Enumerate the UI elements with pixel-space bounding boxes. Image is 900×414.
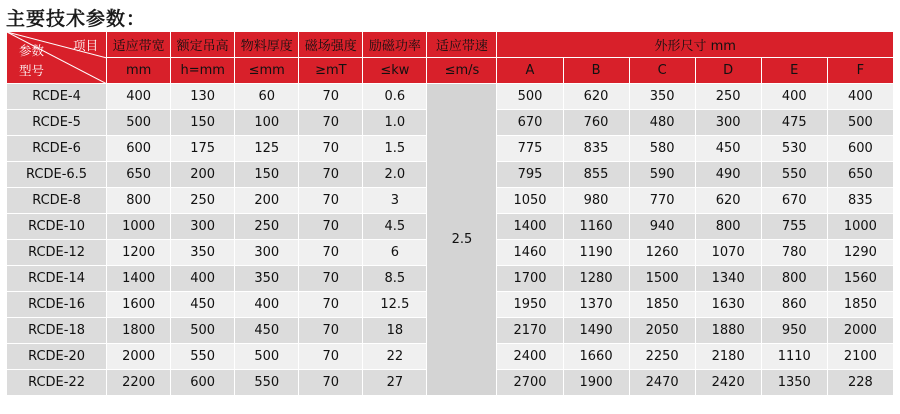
intensity-cell: 70: [299, 240, 363, 266]
dim-b-cell: 1490: [563, 318, 629, 344]
dim-e-cell: 1110: [761, 344, 827, 370]
dim-d-cell: 450: [695, 136, 761, 162]
dim-f-cell: 835: [827, 188, 893, 214]
unit-lift-height: h=mm: [171, 58, 235, 84]
header-material-thickness: 物料厚度: [235, 32, 299, 58]
thickness-cell: 450: [235, 318, 299, 344]
intensity-cell: 70: [299, 188, 363, 214]
lift-height-cell: 200: [171, 162, 235, 188]
dim-d-cell: 1070: [695, 240, 761, 266]
lift-height-cell: 250: [171, 188, 235, 214]
belt-width-cell: 1000: [107, 214, 171, 240]
model-cell: RCDE-10: [7, 214, 107, 240]
intensity-cell: 70: [299, 84, 363, 110]
dim-a-cell: 775: [497, 136, 563, 162]
model-cell: RCDE-18: [7, 318, 107, 344]
dim-label-c: C: [629, 58, 695, 84]
power-cell: 6: [363, 240, 427, 266]
dim-e-cell: 860: [761, 292, 827, 318]
header-belt-speed: 适应带速: [427, 32, 497, 58]
thickness-cell: 550: [235, 370, 299, 396]
corner-label-model: 型号: [19, 63, 45, 78]
power-cell: 1.5: [363, 136, 427, 162]
dim-c-cell: 480: [629, 110, 695, 136]
dim-e-cell: 670: [761, 188, 827, 214]
belt-width-cell: 650: [107, 162, 171, 188]
power-cell: 8.5: [363, 266, 427, 292]
intensity-cell: 70: [299, 292, 363, 318]
belt-speed-cell: 2.5: [427, 84, 497, 396]
dim-a-cell: 2700: [497, 370, 563, 396]
intensity-cell: 70: [299, 214, 363, 240]
belt-width-cell: 1400: [107, 266, 171, 292]
spec-table: [6, 31, 894, 396]
dim-f-cell: 2100: [827, 344, 893, 370]
power-cell: 27: [363, 370, 427, 396]
lift-height-cell: 350: [171, 240, 235, 266]
intensity-cell: 70: [299, 318, 363, 344]
thickness-cell: 100: [235, 110, 299, 136]
intensity-cell: 70: [299, 162, 363, 188]
dim-f-cell: 650: [827, 162, 893, 188]
power-cell: 22: [363, 344, 427, 370]
dim-d-cell: 800: [695, 214, 761, 240]
thickness-cell: 400: [235, 292, 299, 318]
dim-e-cell: 400: [761, 84, 827, 110]
model-cell: RCDE-6: [7, 136, 107, 162]
dim-c-cell: 590: [629, 162, 695, 188]
intensity-cell: 70: [299, 136, 363, 162]
dim-c-cell: 2250: [629, 344, 695, 370]
dim-f-cell: 1850: [827, 292, 893, 318]
lift-height-cell: 550: [171, 344, 235, 370]
dim-a-cell: 1050: [497, 188, 563, 214]
belt-width-cell: 500: [107, 110, 171, 136]
dim-f-cell: 500: [827, 110, 893, 136]
model-cell: RCDE-5: [7, 110, 107, 136]
dim-f-cell: 1560: [827, 266, 893, 292]
dim-f-cell: 1290: [827, 240, 893, 266]
dim-e-cell: 475: [761, 110, 827, 136]
dim-a-cell: 2400: [497, 344, 563, 370]
power-cell: 3: [363, 188, 427, 214]
thickness-cell: 350: [235, 266, 299, 292]
power-cell: 1.0: [363, 110, 427, 136]
dim-d-cell: 2420: [695, 370, 761, 396]
belt-width-cell: 800: [107, 188, 171, 214]
model-cell: RCDE-4: [7, 84, 107, 110]
dim-c-cell: 770: [629, 188, 695, 214]
corner-label-project: 项目: [73, 38, 99, 53]
thickness-cell: 150: [235, 162, 299, 188]
dim-d-cell: 620: [695, 188, 761, 214]
dim-a-cell: 795: [497, 162, 563, 188]
dim-b-cell: 1370: [563, 292, 629, 318]
belt-width-cell: 400: [107, 84, 171, 110]
model-cell: RCDE-20: [7, 344, 107, 370]
power-cell: 2.0: [363, 162, 427, 188]
thickness-cell: 60: [235, 84, 299, 110]
lift-height-cell: 130: [171, 84, 235, 110]
dim-e-cell: 780: [761, 240, 827, 266]
intensity-cell: 70: [299, 266, 363, 292]
dim-d-cell: 490: [695, 162, 761, 188]
header-lift-height: 额定吊高: [171, 32, 235, 58]
dim-d-cell: 2180: [695, 344, 761, 370]
dim-f-cell: 2000: [827, 318, 893, 344]
header-magnetic-intensity: 磁场强度: [299, 32, 363, 58]
page-title: 主要技术参数：: [6, 8, 147, 30]
unit-belt-speed: ≤m/s: [427, 58, 497, 84]
power-cell: 4.5: [363, 214, 427, 240]
dim-c-cell: 1850: [629, 292, 695, 318]
dim-e-cell: 530: [761, 136, 827, 162]
model-cell: RCDE-6.5: [7, 162, 107, 188]
dim-a-cell: 1700: [497, 266, 563, 292]
belt-width-cell: 600: [107, 136, 171, 162]
dim-c-cell: 2470: [629, 370, 695, 396]
model-cell: RCDE-22: [7, 370, 107, 396]
thickness-cell: 300: [235, 240, 299, 266]
header-dimensions: 外形尺寸 mm: [497, 32, 894, 58]
lift-height-cell: 300: [171, 214, 235, 240]
dim-b-cell: 980: [563, 188, 629, 214]
unit-excitation-power: ≤kw: [363, 58, 427, 84]
header-excitation-power: 励磁功率: [363, 32, 427, 58]
dim-b-cell: 835: [563, 136, 629, 162]
power-cell: 18: [363, 318, 427, 344]
dim-a-cell: 1400: [497, 214, 563, 240]
intensity-cell: 70: [299, 110, 363, 136]
dim-b-cell: 1190: [563, 240, 629, 266]
unit-belt-width: mm: [107, 58, 171, 84]
dim-b-cell: 620: [563, 84, 629, 110]
thickness-cell: 200: [235, 188, 299, 214]
dim-b-cell: 1160: [563, 214, 629, 240]
lift-height-cell: 400: [171, 266, 235, 292]
dim-e-cell: 755: [761, 214, 827, 240]
dim-a-cell: 1460: [497, 240, 563, 266]
dim-a-cell: 2170: [497, 318, 563, 344]
dim-d-cell: 1630: [695, 292, 761, 318]
dim-c-cell: 580: [629, 136, 695, 162]
power-cell: 0.6: [363, 84, 427, 110]
dim-b-cell: 1900: [563, 370, 629, 396]
dim-e-cell: 550: [761, 162, 827, 188]
dim-label-f: F: [827, 58, 893, 84]
dim-label-d: D: [695, 58, 761, 84]
dim-b-cell: 1280: [563, 266, 629, 292]
dim-a-cell: 670: [497, 110, 563, 136]
dim-label-a: A: [497, 58, 563, 84]
unit-magnetic-intensity: ≥mT: [299, 58, 363, 84]
dim-d-cell: 1340: [695, 266, 761, 292]
lift-height-cell: 600: [171, 370, 235, 396]
dim-f-cell: 400: [827, 84, 893, 110]
dim-e-cell: 950: [761, 318, 827, 344]
unit-material-thickness: ≤mm: [235, 58, 299, 84]
model-cell: RCDE-8: [7, 188, 107, 214]
dim-c-cell: 350: [629, 84, 695, 110]
power-cell: 12.5: [363, 292, 427, 318]
header-corner-cell: [7, 32, 107, 84]
dim-b-cell: 760: [563, 110, 629, 136]
belt-width-cell: 1600: [107, 292, 171, 318]
lift-height-cell: 150: [171, 110, 235, 136]
dim-b-cell: 1660: [563, 344, 629, 370]
dim-d-cell: 1880: [695, 318, 761, 344]
dim-f-cell: 228: [827, 370, 893, 396]
dim-label-e: E: [761, 58, 827, 84]
belt-width-cell: 1200: [107, 240, 171, 266]
model-cell: RCDE-12: [7, 240, 107, 266]
dim-b-cell: 855: [563, 162, 629, 188]
dim-d-cell: 250: [695, 84, 761, 110]
lift-height-cell: 500: [171, 318, 235, 344]
dim-a-cell: 1950: [497, 292, 563, 318]
belt-width-cell: 2200: [107, 370, 171, 396]
dim-d-cell: 300: [695, 110, 761, 136]
dim-f-cell: 600: [827, 136, 893, 162]
belt-width-cell: 1800: [107, 318, 171, 344]
thickness-cell: 500: [235, 344, 299, 370]
table-row: [7, 84, 894, 110]
dim-c-cell: 940: [629, 214, 695, 240]
dim-e-cell: 1350: [761, 370, 827, 396]
lift-height-cell: 175: [171, 136, 235, 162]
thickness-cell: 125: [235, 136, 299, 162]
dim-a-cell: 500: [497, 84, 563, 110]
dim-label-b: B: [563, 58, 629, 84]
corner-label-parameter: 参数: [19, 43, 45, 58]
spec-table-body: [7, 84, 894, 396]
header-belt-width: 适应带宽: [107, 32, 171, 58]
model-cell: RCDE-16: [7, 292, 107, 318]
belt-width-cell: 2000: [107, 344, 171, 370]
dim-e-cell: 800: [761, 266, 827, 292]
dim-f-cell: 1000: [827, 214, 893, 240]
intensity-cell: 70: [299, 344, 363, 370]
dim-c-cell: 2050: [629, 318, 695, 344]
thickness-cell: 250: [235, 214, 299, 240]
model-cell: RCDE-14: [7, 266, 107, 292]
dim-c-cell: 1500: [629, 266, 695, 292]
dim-c-cell: 1260: [629, 240, 695, 266]
lift-height-cell: 450: [171, 292, 235, 318]
intensity-cell: 70: [299, 370, 363, 396]
